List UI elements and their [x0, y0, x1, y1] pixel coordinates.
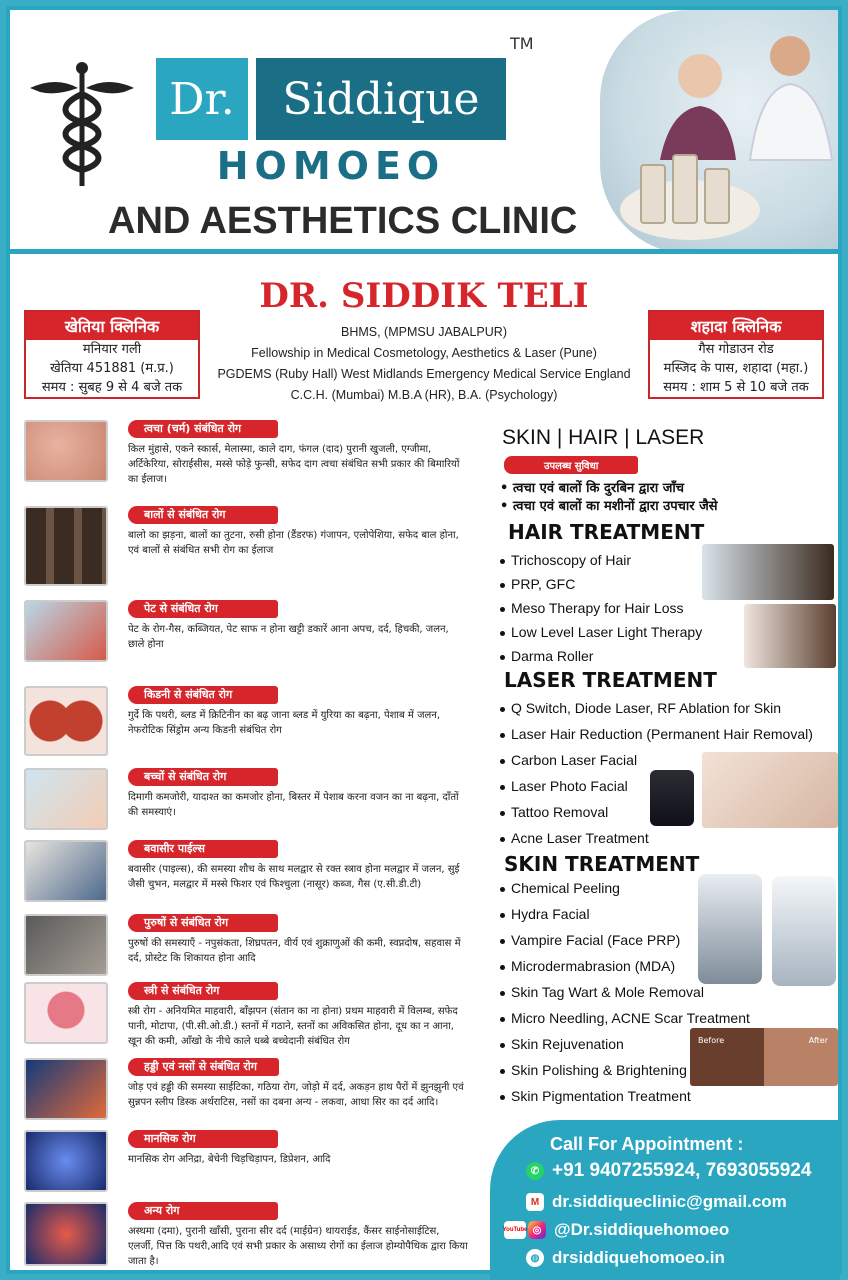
shahada-clinic-card: [648, 310, 824, 399]
email-address[interactable]: dr.siddiqueclinic@gmail.com: [552, 1192, 787, 1211]
piles-photo: [24, 840, 108, 902]
ailment-title: अन्य रोग: [128, 1202, 278, 1220]
stomach-photo: [24, 600, 108, 662]
women-photo: [24, 982, 108, 1044]
trichoscopy-photo: [702, 544, 834, 600]
ailment-text: बवासीर (पाइल्स), की समस्या शौच के साथ मलद्वार से रक्त स्त्राव होना मलद्वार में जलन, सुई जैसी चुभन, मलद्वार में मस्से फिशर एवं फिश्चुला (नासूर) कब्ज, गैस (ए.सी.डी.टी): [128, 864, 460, 890]
skin-item: Skin Tag Wart & Mole Removal: [500, 984, 704, 1000]
laser-item: Laser Photo Facial: [500, 778, 628, 794]
hair-item: Darma Roller: [500, 648, 593, 664]
clinic-address: खेतिया 451881 (म.प्र.): [50, 361, 174, 376]
hair-photo: [24, 506, 108, 586]
ailment-text: दिमागी कमजोरी, यादाश्त का कमजोर होना, बिस्तर में पेशाब करना वजन का ना बढ़ना, दाँतों की समस्याएं।: [128, 792, 459, 818]
lungs-photo: [24, 1202, 108, 1266]
laser-item: Laser Hair Reduction (Permanent Hair Removal): [500, 726, 813, 742]
hair-item: Meso Therapy for Hair Loss: [500, 600, 683, 616]
khetia-clinic-card: [24, 310, 200, 399]
men-photo: [24, 914, 108, 976]
pill-bottle-icon: [640, 164, 666, 224]
services-heading: SKIN | HAIR | LASER: [502, 426, 705, 449]
facility-item: • त्वचा एवं बालों का मशीनों द्वारा उपचार जैसे: [500, 499, 718, 514]
social-row[interactable]: [504, 1220, 729, 1240]
trademark: TM: [510, 34, 534, 53]
skin-item: Microdermabrasion (MDA): [500, 958, 675, 974]
gmail-icon: M: [526, 1193, 544, 1211]
instagram-icon: ◎: [528, 1221, 546, 1239]
hydra-machine-photo: [698, 874, 762, 984]
skin-photo: [24, 420, 108, 482]
laser-machine-photo: [650, 770, 694, 826]
call-label: Call For Appointment :: [550, 1134, 744, 1154]
globe-icon: ◍: [526, 1249, 544, 1267]
caduceus-icon: [30, 58, 134, 188]
ailment-title: बवासीर पाईल्स: [128, 840, 278, 858]
hair-laser-photo: [744, 604, 836, 668]
laser-item: Acne Laser Treatment: [500, 830, 649, 846]
kidney-photo: [24, 686, 108, 756]
phone-number[interactable]: +91 9407255924, 7693055924: [552, 1160, 812, 1181]
ailment-text: जोड़ एवं हड्डी की समस्या साईटिका, गठिया रोग, जोड़ो में दर्द, अकड़न हाथ पैरों में झुनझुनी एवं सुन्नपन स्लीप डिस्क अर्थराटिस, नसों का दबना अन्य - लकवा, आधा सिर का दर्द आदि।: [128, 1082, 464, 1108]
website-link[interactable]: drsiddiquehomoeo.in: [552, 1248, 725, 1267]
skin-item: Vampire Facial (Face PRP): [500, 932, 680, 948]
laser-item: Q Switch, Diode Laser, RF Ablation for Skin: [500, 700, 781, 716]
logo-dr: Dr.: [156, 58, 248, 140]
ailment-text: अस्थमा (दमा), पुरानी खाँसी, पुराना सीर दर्द (माईग्रेन) थायराईड, कैंसर साईनोसाईटिस, एलर्जी, पित्त कि पथरी,आदि एवं सभी प्रकार के असाध्य रोगों का ईलाज होम्योपैथिक द्वारा किया जाता है।: [128, 1226, 468, 1267]
pill-bottle-icon: [704, 168, 730, 224]
email-row[interactable]: [526, 1192, 787, 1212]
doctor-name: DR. SIDDIK TELI: [259, 276, 589, 316]
logo-homoeo: HOMOEO: [216, 144, 446, 188]
ailment-text: स्त्री रोग - अनियमित माहवारी, बाँझपन (संतान का ना होना) प्रथम माहवारी में विलम्ब, सफेद पानी, मोटापा, (पी.सी.ओ.डी.) स्तनों में गठाने, स्तनों का अविकसित होना, दूध का न आना, खून की कमी, आँखो के नीचे काले धब्बे बच्चेदानी संबंधित रोग: [128, 1006, 458, 1047]
spine-photo: [24, 1058, 108, 1120]
website-row[interactable]: [526, 1248, 725, 1268]
ailment-title: पेट से संबंधित रोग: [128, 600, 278, 618]
ailment-title: हड्डी एवं नसों से संबंधित रोग: [128, 1058, 279, 1076]
clinic-title: शहादा क्लिनिक: [650, 312, 822, 340]
hero-photo: [600, 10, 838, 254]
clinic-timing: समय : सुबह 9 से 4 बजे तक: [41, 380, 183, 395]
whatsapp-icon: ✆: [526, 1162, 544, 1180]
clinic-address: मस्जिद के पास, शहादा (महा.): [663, 361, 809, 376]
qualification-line: C.C.H. (Mumbai) M.B.A (HR), B.A. (Psychology): [290, 388, 558, 402]
ailment-text: बालो का झड़ना, बालों का तुटना, रुसी होना (डैंडरफ) गंजापन, एलोपेशिया, सफेद बाल होना, एवं बालों से संबंधित सभी रोग का ईलाज: [128, 530, 459, 556]
hair-item: PRP, GFC: [500, 576, 575, 592]
hair-treatment-title: HAIR TREATMENT: [508, 520, 705, 544]
laser-item: Carbon Laser Facial: [500, 752, 637, 768]
skin-treatment-title: SKIN TREATMENT: [504, 852, 700, 876]
skin-item: Micro Needling, ACNE Scar Treatment: [500, 1010, 750, 1026]
available-facilities-badge: उपलब्ध सुविधा: [504, 456, 638, 474]
ailment-title: त्वचा (चर्म) संबंधित रोग: [128, 420, 278, 438]
laser-treatment-title: LASER TREATMENT: [504, 668, 717, 692]
youtube-icon: YouTube: [504, 1221, 526, 1239]
skin-item: Chemical Peeling: [500, 880, 620, 896]
ailment-title: पुरुषों से संबंधित रोग: [128, 914, 278, 932]
skin-item: Skin Pigmentation Treatment: [500, 1088, 691, 1104]
ailment-title: स्त्री से संबंधित रोग: [128, 982, 278, 1000]
children-photo: [24, 768, 108, 830]
skin-item: Skin Polishing & Brightening: [500, 1062, 687, 1078]
qualification-line: PGDEMS (Ruby Hall) West Midlands Emergency Medical Service England: [217, 367, 631, 381]
logo-name: Siddique: [256, 58, 506, 140]
before-after-photo: Before After: [690, 1028, 838, 1086]
brain-photo: [24, 1130, 108, 1192]
header: [10, 10, 838, 254]
skin-item: Hydra Facial: [500, 906, 590, 922]
laser-item: Tattoo Removal: [500, 804, 608, 820]
ailment-title: बालों से संबंधित रोग: [128, 506, 278, 524]
qualification-line: BHMS, (MPMSU JABALPUR): [341, 325, 507, 339]
ailment-text: गुर्दे कि पथरी, ब्लड में क्रिटिनीन का बढ़ जाना ब्लड में युरिया का बढ़ना, पेशाब में जलन, नेफरोटिक सिंड्रोम अन्य किडनी संबंधित रोग: [128, 710, 440, 736]
skin-item: Skin Rejuvenation: [500, 1036, 624, 1052]
hair-item: Low Level Laser Light Therapy: [500, 624, 702, 640]
hair-item: Trichoscopy of Hair: [500, 552, 631, 568]
clinic-title: खेतिया क्लिनिक: [26, 312, 198, 340]
clinic-subtitle: AND AESTHETICS CLINIC: [108, 200, 578, 242]
facility-item: • त्वचा एवं बालों कि दुरबिन द्वारा जाँच: [500, 481, 685, 496]
ailment-text: पेट के रोग-गैस, कब्जियत, पेट साफ न होना खट्टी डकारें आना अपच, दर्द, हिचकी, जलन, छाले होना: [128, 624, 449, 650]
laser-device-photo: [772, 876, 836, 986]
clinic-address: मनियार गली: [82, 342, 142, 357]
ailment-title: बच्चों से संबंधित रोग: [128, 768, 278, 786]
pill-bottle-icon: [672, 154, 698, 224]
social-handle[interactable]: @Dr.siddiquehomoeo: [554, 1220, 730, 1239]
ailment-text: मानसिक रोग अनिद्रा, बेचेनी चिड़चिड़ापन, डिप्रेशन, आदि: [128, 1154, 331, 1165]
ailment-text: पुरुषों की समस्याएँ - नपुसंकता, शिघ्रपतन, वीर्य एवं शुक्राणुओं की कमी, स्वप्नदोष, सहवास में दर्द, प्रोस्टेट कि शिकायत होना आदि: [128, 938, 461, 964]
phone-row[interactable]: [526, 1160, 811, 1182]
clinic-address: गैस गोडाउन रोड: [698, 342, 774, 357]
ailment-text: किल मुंहासे, एकने स्कार्स, मेलास्मा, काले दाग, फंगल (दाद) पुरानी खुजली, एग्जीमा, अर्टिकेरिया, सोराईसीस, मस्से फोड़े फुन्सी, सफेद दाग त्वचा संबंधित सभी प्रकार की बिमारियों का ईलाज।: [128, 444, 460, 485]
laser-facial-photo: [702, 752, 838, 828]
poster-frame: [6, 6, 842, 1274]
ailment-title: मानसिक रोग: [128, 1130, 278, 1148]
clinic-timing: समय : शाम 5 से 10 बजे तक: [663, 380, 809, 395]
ailment-title: किडनी से संबंधित रोग: [128, 686, 278, 704]
qualification-line: Fellowship in Medical Cosmetology, Aesthetics & Laser (Pune): [251, 346, 597, 360]
